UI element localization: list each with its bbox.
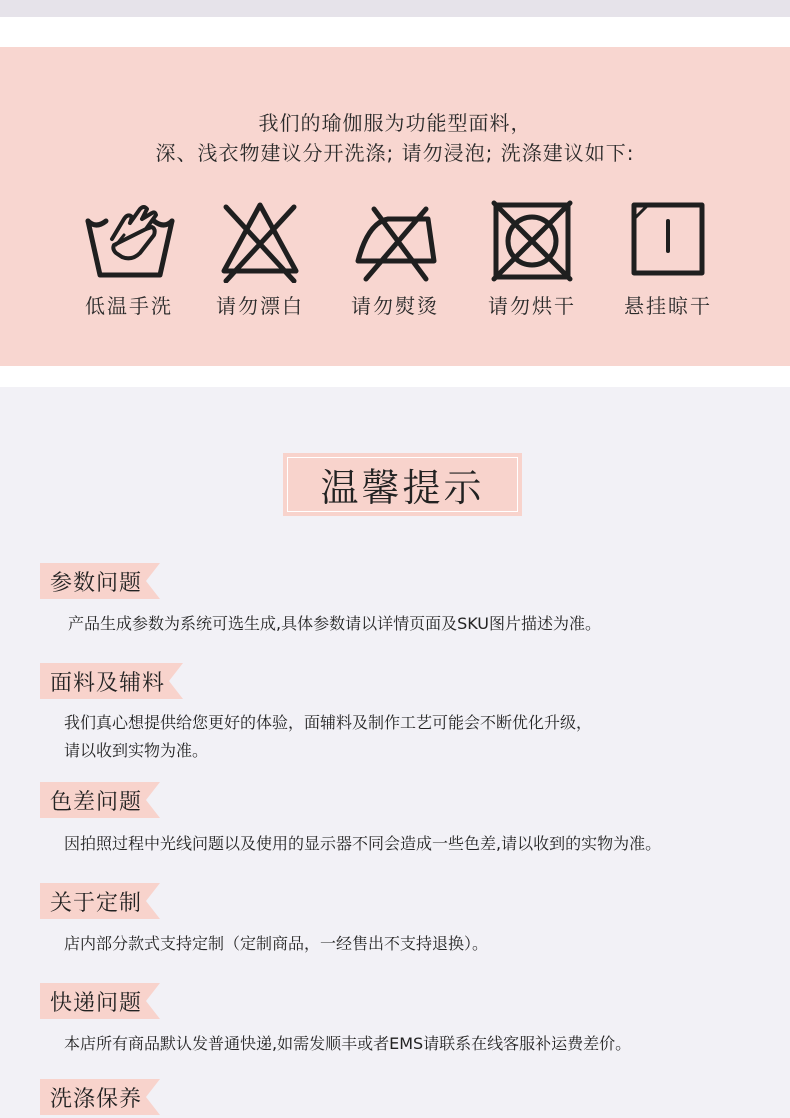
tips-title: 温馨提示: [287, 457, 518, 512]
tip-heading-washing-care: 洗涤保养: [40, 1079, 160, 1115]
care-label-no-iron: 请勿熨烫: [351, 294, 439, 318]
hang-dry-icon: [620, 199, 716, 283]
tip-heading-fabric: 面料及辅料: [40, 663, 183, 699]
tip-text-color-difference: 因拍照过程中光线问题以及使用的显示器不同会造成一些色差,请以收到的实物为准。: [64, 834, 662, 853]
warm-tips-section: [0, 387, 790, 1118]
care-label-no-bleach: 请勿漂白: [216, 294, 304, 318]
tip-heading-customization: 关于定制: [40, 883, 160, 919]
top-divider-strip: [0, 0, 790, 17]
care-intro-line-1: 我们的瑜伽服为功能型面料，: [258, 111, 532, 135]
tip-text-delivery: 本店所有商品默认发普通快递,如需发顺丰或者EMS请联系在线客服补运费差价。: [64, 1034, 632, 1053]
care-label-hang-dry: 悬挂晾干: [624, 294, 712, 318]
no-bleach-icon: [212, 199, 308, 283]
tip-text-fabric-line-1: 我们真心想提供给您更好的体验，面辅料及制作工艺可能会不断优化升级，: [64, 713, 593, 732]
tip-heading-parameters: 参数问题: [40, 563, 160, 599]
care-instructions-section: [0, 47, 790, 366]
hand-wash-icon: [82, 199, 178, 283]
care-label-hand-wash: 低温手洗: [85, 294, 173, 318]
care-intro-line-2: 深、浅衣物建议分开洗涤; 请勿浸泡; 洗涤建议如下:: [155, 141, 635, 165]
tip-text-parameters: 产品生成参数为系统可选生成,具体参数请以详情页面及SKU图片描述为准。: [68, 614, 602, 633]
tip-text-fabric-line-2: 请以收到实物为准。: [64, 741, 209, 760]
tip-heading-color-difference: 色差问题: [40, 782, 160, 818]
tip-text-customization: 店内部分款式支持定制（定制商品，一经售出不支持退换）。: [64, 934, 489, 953]
tip-heading-delivery: 快递问题: [40, 983, 160, 1019]
no-tumble-dry-icon: [484, 199, 580, 283]
care-label-no-tumble-dry: 请勿烘干: [488, 294, 576, 318]
tips-title-frame: [283, 453, 522, 516]
no-iron-icon: [348, 199, 444, 283]
